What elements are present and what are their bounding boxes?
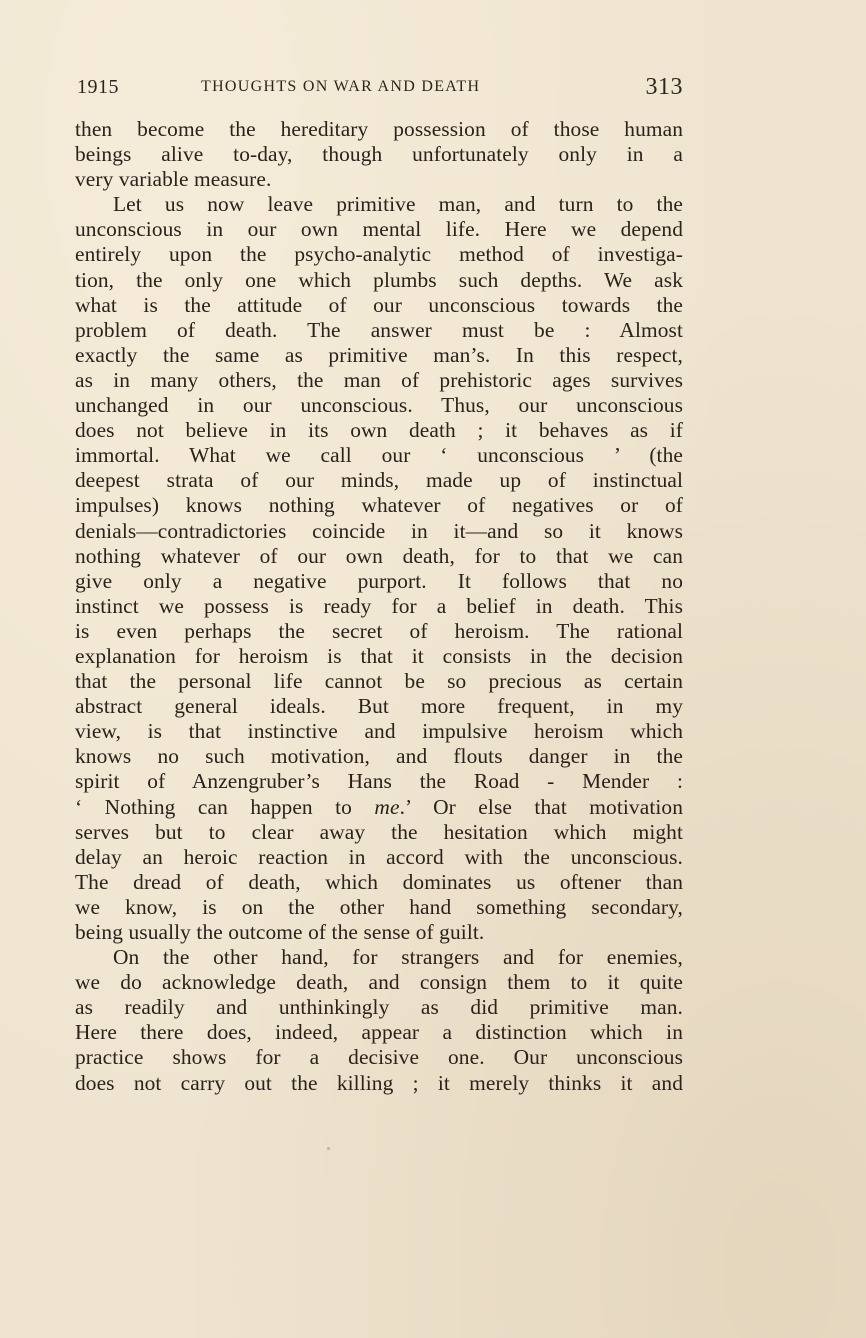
text-line: abstract general ideals. But more frequent, in my — [75, 694, 683, 719]
text-line: beings alive to-day, though unfortunately only in a — [75, 142, 683, 167]
text-line: is even perhaps the secret of heroism. The rational — [75, 618, 683, 643]
running-head — [77, 74, 683, 104]
text-line: Here there does, indeed, appear a distinction which in — [75, 1020, 683, 1045]
body-text — [75, 117, 683, 1096]
running-head-title: THOUGHTS ON WAR AND DEATH — [201, 78, 481, 95]
paragraph-first-line: On the other hand, for strangers and for enemies, — [113, 945, 683, 970]
text-line: we know, is on the other hand something secondary, — [75, 894, 683, 919]
paragraph-first-line: Let us now leave primitive man, and turn to the — [113, 192, 683, 217]
text-line: delay an heroic reaction in accord with the unconscious. — [75, 844, 683, 869]
text-line: serves but to clear away the hesitation which might — [75, 819, 683, 844]
text-line: knows no such motivation, and flouts danger in the — [75, 744, 683, 769]
text-line: being usually the outcome of the sense of guilt. — [75, 920, 485, 944]
text-line: impulses) knows nothing whatever of negatives or of — [75, 493, 683, 518]
text-line: entirely upon the psycho-analytic method of investiga- — [75, 242, 683, 267]
text-line: practice shows for a decisive one. Our unconscious — [75, 1045, 683, 1070]
text-line: as in many others, the man of prehistoric ages survives — [75, 367, 683, 392]
text-line: as readily and unthinkingly as did primitive man. — [75, 995, 683, 1020]
text-line: deepest strata of our minds, made up of instinctual — [75, 468, 683, 493]
text-line: that the personal life cannot be so precious as certain — [75, 669, 683, 694]
text-line: what is the attitude of our unconscious towards the — [75, 292, 683, 317]
text-line: does not believe in its own death ; it behaves as if — [75, 418, 683, 443]
text-line: unconscious in our own mental life. Here we depend — [75, 217, 683, 242]
text-line: nothing whatever of our own death, for to that we can — [75, 543, 683, 568]
page-number: 313 — [645, 74, 683, 100]
text-line: then become the hereditary possession of those human — [75, 117, 683, 141]
text-line: immortal. What we call our ‘ unconscious ’ (the — [75, 443, 683, 468]
text-line: unchanged in our unconscious. Thus, our unconscious — [75, 393, 683, 418]
text-line: spirit of Anzengruber’s Hans the Road - Mender : — [75, 769, 683, 794]
emphasized-word: me — [374, 794, 400, 819]
text-line: exactly the same as primitive man’s. In this respect, — [75, 342, 683, 367]
text-line: very variable measure. — [75, 167, 272, 192]
text-line: The dread of death, which dominates us oftener than — [75, 869, 683, 894]
text-line: tion, the only one which plumbs such depths. We ask — [75, 267, 683, 292]
text-line: denials—contradictories coincide in it—and so it knows — [75, 518, 683, 543]
text-line: view, is that instinctive and impulsive heroism which — [75, 719, 683, 744]
paper-speck — [327, 1147, 330, 1150]
text-line: give only a negative purport. It follows that no — [75, 568, 683, 593]
text-line: explanation for heroism is that it consists in the decision — [75, 643, 683, 668]
text-line: problem of death. The answer must be : Almost — [75, 317, 683, 342]
text-line: ‘ Nothing can happen to me.’ Or else that motivation — [75, 794, 683, 819]
text-line: instinct we possess is ready for a belief in death. This — [75, 593, 683, 618]
text-line: we do acknowledge death, and consign them to it quite — [75, 970, 683, 995]
text-line: does not carry out the killing ; it merely thinks it and — [75, 1070, 683, 1095]
running-head-year: 1915 — [77, 76, 119, 98]
